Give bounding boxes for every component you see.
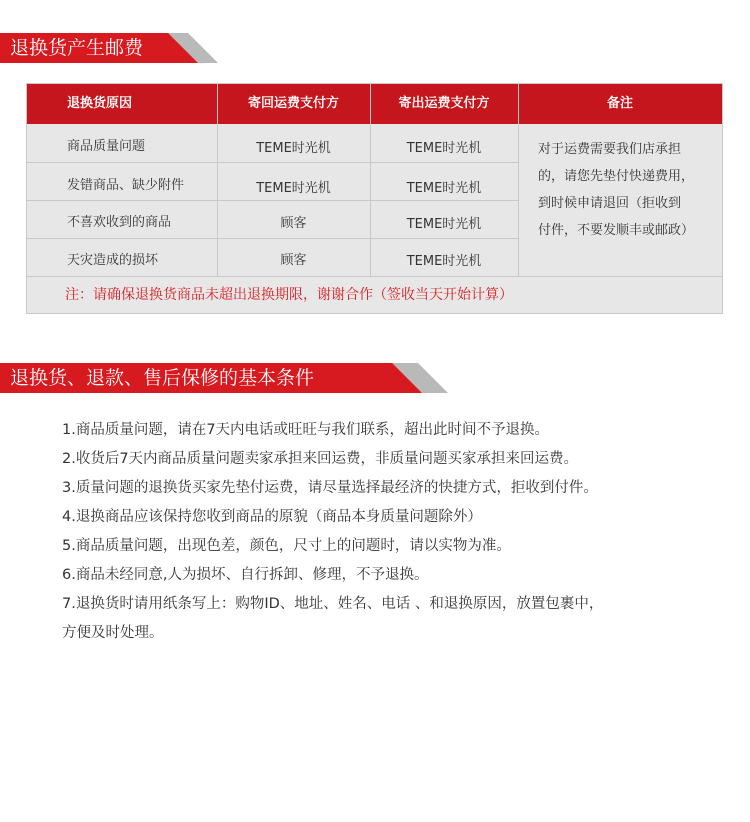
table-row-4-send-payer: TEME时光机 — [406, 254, 482, 269]
list-item: 6.商品未经同意,人为损坏、自行拆卸、修理，不予退换。 — [62, 567, 429, 583]
table-row-1-return-payer: TEME时光机 — [256, 141, 331, 156]
section-title-shipping-fees: 退换货产生邮费 — [10, 37, 144, 59]
list-item: 7.退换货时请用纸条写上：购物ID、地址、姓名、电话 、和退换原因，放置包裹中， — [62, 596, 604, 612]
shipping-fee-table — [26, 83, 723, 314]
table-row-3-return-payer: 顾客 — [280, 216, 307, 231]
table-row-4-reason: 天灾造成的损坏 — [67, 253, 159, 268]
list-item: 1.商品质量问题，请在7天内电话或旺旺与我们联系，超出此时间不予退换。 — [62, 422, 550, 438]
return-period-footnote: 注：请确保退换货商品未超出退换期限，谢谢合作（签收当天开始计算） — [65, 287, 513, 303]
table-row-2-return-payer: TEME时光机 — [256, 181, 331, 196]
list-item: 3.质量问题的退换货买家先垫付运费，请尽量选择最经济的快捷方式，拒收到付件。 — [62, 480, 598, 496]
section-banner-shipping-fees — [0, 33, 218, 63]
row-divider — [27, 238, 518, 239]
section-banner-basic-conditions — [0, 363, 448, 393]
table-row-1-send-payer: TEME时光机 — [406, 141, 482, 156]
row-divider — [27, 200, 518, 201]
table-row-3-send-payer: TEME时光机 — [406, 217, 482, 232]
header-return-payer: 寄回运费支付方 — [247, 96, 339, 111]
header-send-payer: 寄出运费支付方 — [398, 96, 490, 111]
row-divider — [27, 162, 518, 163]
table-header-row — [27, 84, 722, 124]
table-row-2-reason: 发错商品、缺少附件 — [67, 178, 185, 193]
section-title-basic-conditions: 退换货、退款、售后保修的基本条件 — [10, 367, 315, 389]
table-row-3-reason: 不喜欢收到的商品 — [67, 215, 172, 230]
table-row-2-send-payer: TEME时光机 — [406, 181, 482, 196]
list-item: 方便及时处理。 — [62, 625, 164, 641]
table-row-1-reason: 商品质量问题 — [67, 139, 146, 154]
list-item: 2.收货后7天内商品质量问题卖家承担来回运费，非质量问题买家承担来回运费。 — [62, 451, 579, 467]
conditions-list — [62, 416, 722, 648]
list-item: 5.商品质量问题，出现色差，颜色，尺寸上的问题时，请以实物为准。 — [62, 538, 511, 554]
table-notes-cell: 对于运费需要我们店承担 的，请您先垫付快递费用， 到时候申请退回（拒收到 付件，不要发顺丰或邮政） — [538, 142, 695, 238]
list-item: 4.退换商品应该保持您收到商品的原貌（商品本身质量问题除外） — [62, 509, 482, 525]
table-row-4-return-payer: 顾客 — [280, 253, 307, 268]
header-return-reason: 退换货原因 — [67, 96, 133, 111]
header-notes: 备注 — [606, 96, 633, 111]
